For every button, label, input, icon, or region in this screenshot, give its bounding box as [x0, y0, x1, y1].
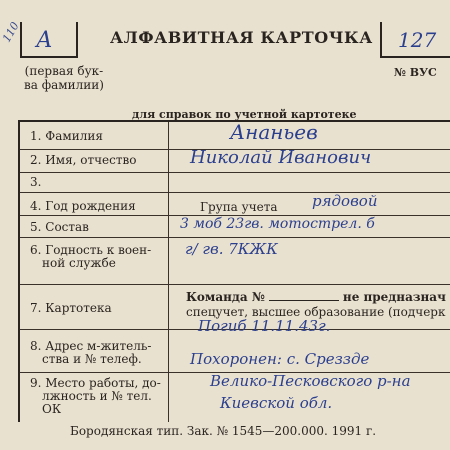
row-value-work-line1: Похоронен: с. Среззде [190, 350, 370, 368]
first-letter-caption-line2: ва фамилии) [24, 78, 104, 92]
group-label: Група учета [200, 200, 278, 214]
first-letter-caption [24, 64, 104, 92]
row-value-composition: 3 моб 23гв. мотострел. б [180, 216, 375, 232]
not-assigned-label: не предназнач [342, 290, 446, 304]
row-value-address: Погиб 11.11.43г. [198, 317, 331, 335]
row-divider [20, 284, 450, 285]
row-label-name: 2. Имя, отчество [30, 153, 137, 167]
row-label-kartoteka: 7. Картотека [30, 301, 112, 315]
row-label-work-line3: ОК [42, 402, 62, 416]
command-number-blank [269, 300, 339, 301]
card-number-value: 127 [398, 28, 437, 52]
row-label-address [30, 340, 151, 366]
surname-letter-box [20, 22, 78, 58]
row-value-surname: Ананьев [230, 120, 318, 144]
record-table [18, 120, 450, 422]
corner-handwritten-mark: 110 [0, 19, 22, 45]
group-value: рядовой [312, 192, 378, 210]
row-label-fitness-line1: 6. Годность к воен- [30, 243, 152, 257]
row-divider [20, 172, 450, 173]
surname-letter-value: А [36, 28, 53, 53]
card-subtitle: для справок по учетной картотеке [132, 108, 357, 121]
row-label-fitness-line2: ной службе [42, 256, 116, 270]
row-label-surname: 1. Фамилия [30, 129, 103, 143]
row-value-work-line2: Велико-Песковского р-на [210, 372, 411, 390]
row-label-birth-year: 4. Год рождения [30, 199, 136, 213]
vus-label: № ВУС [394, 66, 437, 79]
row-label-work-line1: 9. Место работы, до- [30, 376, 161, 390]
command-number-label: Команда № [186, 290, 265, 304]
row-divider [20, 192, 450, 193]
row-label-fitness [30, 244, 151, 270]
row-label-work-line2: лжность и № тел. [42, 389, 152, 403]
row-label-address-line1: 8. Адрес м-житель- [30, 339, 152, 353]
row-label-address-line2: ства и № телеф. [42, 352, 142, 366]
kartoteka-line1 [186, 290, 446, 304]
row-label-work [30, 377, 161, 416]
print-footer: Бородянская тип. Зак. № 1545—200.000. 1991 г. [70, 424, 377, 438]
card-title: АЛФАВИТНАЯ КАРТОЧКА [110, 28, 373, 47]
row-label-3: 3. [30, 175, 42, 189]
card-number-box [380, 22, 450, 58]
kartoteka-line2: спецучет, высшее образование (подчерк [186, 305, 446, 319]
row-value-name: Николай Иванович [190, 147, 372, 168]
first-letter-caption-line1: (первая бук- [24, 64, 104, 78]
row-label-composition: 5. Состав [30, 220, 89, 234]
row-value-fitness: г/ гв. 7КЖК [185, 240, 278, 258]
row-divider [20, 237, 450, 238]
label-column-divider [168, 122, 169, 422]
row-value-work-line3: Киевской обл. [220, 394, 333, 412]
